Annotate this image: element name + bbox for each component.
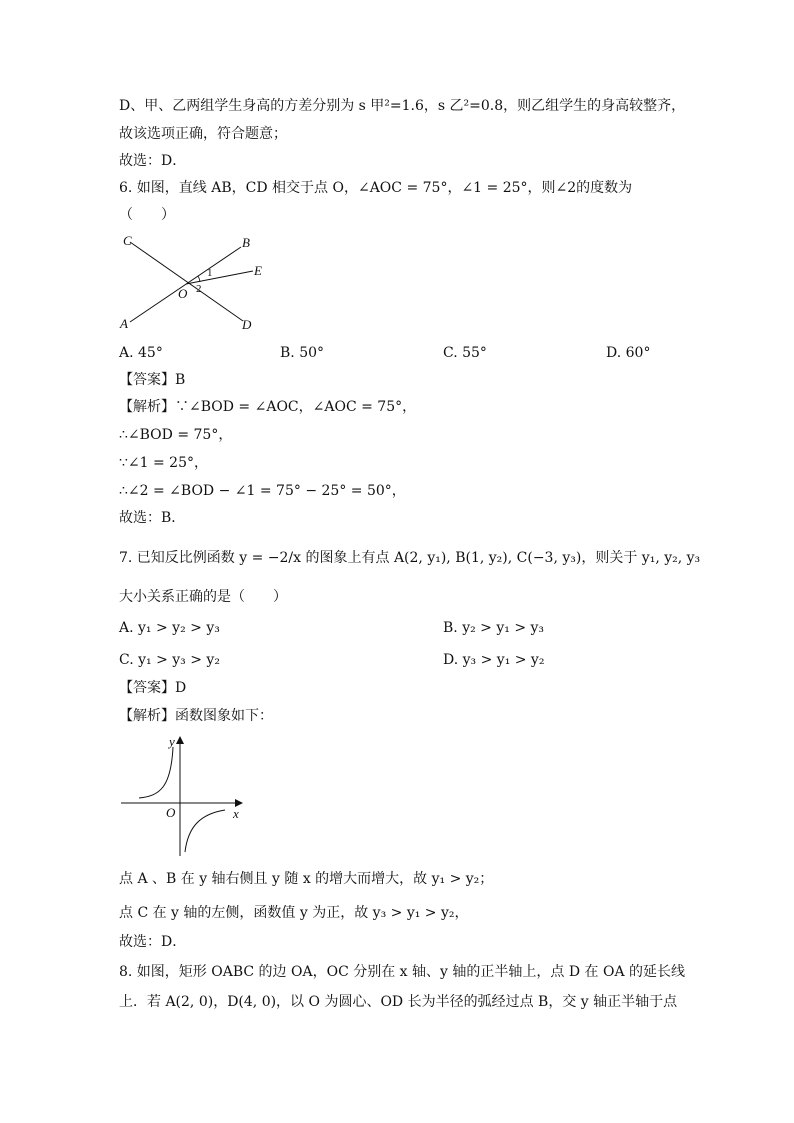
- hyperbola-left: [139, 747, 173, 798]
- line-2: 故该选项正确，符合题意；: [119, 126, 287, 142]
- q7-option-a: A. y₁ > y₂ > y₃: [119, 620, 220, 636]
- solution-7-a: 【解析】函数图象如下：: [119, 708, 273, 724]
- label-c: C: [123, 233, 132, 248]
- label-e: E: [254, 263, 262, 278]
- q6-option-c: C. 55°: [443, 345, 487, 361]
- figure-7: [118, 732, 248, 858]
- line-1: D、甲、乙两组学生身高的方差分别为 s 甲²=1.6，s 乙²=0.8，则乙组学生的身高较整齐，: [119, 98, 686, 114]
- question-7-b: 大小关系正确的是（ ）: [119, 589, 287, 605]
- question-7-a: 7. 已知反比例函数 y = −2/x 的图象上有点 A(2, y₁), B(1, y₂), C(−3, y₃)，则关于 y₁, y₂, y₃: [119, 550, 701, 566]
- line-3: 故选：D．: [119, 153, 187, 169]
- question-8-a: 8. 如图，矩形 OABC 的边 OA，OC 分别在 x 轴、y 轴的正半轴上，点 D 在 OA 的延长线: [119, 964, 686, 980]
- hyperbola-right: [185, 810, 225, 852]
- question-8-b: 上．若 A(2, 0)，D(4, 0)，以 O 为圆心、OD 长为半径的弧经过点 B，交 y 轴正半轴于点: [119, 994, 678, 1010]
- figure-6: [118, 230, 268, 332]
- q6-option-b: B. 50°: [280, 345, 325, 361]
- q7-option-b: B. y₂ > y₁ > y₃: [443, 620, 545, 636]
- origin-label: O: [166, 805, 176, 820]
- question-6-bracket: （ ）: [119, 207, 175, 223]
- solution-6-d: ∴∠2 = ∠BOD − ∠1 = 75° − 25° = 50°，: [119, 483, 406, 499]
- answer-6: 【答案】B: [119, 372, 186, 388]
- label-a: A: [120, 316, 128, 331]
- label-o: O: [178, 286, 188, 301]
- solution-6-a: 【解析】∵∠BOD = ∠AOC，∠AOC = 75°，: [119, 399, 417, 415]
- q6-option-d: D. 60°: [606, 345, 651, 361]
- question-6: 6. 如图，直线 AB，CD 相交于点 O，∠AOC = 75°，∠1 = 25°，则∠2的度数为: [119, 180, 633, 196]
- axis-label-y: y: [169, 734, 175, 749]
- solution-7-d: 故选：D．: [119, 934, 187, 950]
- answer-7: 【答案】D: [119, 680, 187, 696]
- solution-6-c: ∵∠1 = 25°，: [119, 455, 208, 471]
- solution-6-e: 故选：B．: [119, 510, 186, 526]
- line-ab: [130, 247, 241, 322]
- q7-option-c: C. y₁ > y₃ > y₂: [119, 652, 220, 668]
- solution-7-b: 点 A 、B 在 y 轴右侧且 y 随 x 的增大而增大，故 y₁ > y₂；: [119, 871, 494, 887]
- solution-7-c: 点 C 在 y 轴的左侧，函数值 y 为正，故 y₃ > y₁ > y₂，: [119, 905, 469, 921]
- q6-option-a: A. 45°: [119, 345, 163, 361]
- label-b: B: [242, 235, 250, 250]
- line-cd: [130, 242, 243, 321]
- solution-6-b: ∴∠BOD = 75°，: [119, 427, 233, 443]
- q7-option-d: D. y₃ > y₁ > y₂: [443, 652, 545, 668]
- label-d: D: [242, 317, 252, 332]
- axis-label-x: x: [233, 806, 239, 821]
- label-angle-2: 2: [196, 283, 202, 295]
- label-angle-1: 1: [207, 267, 213, 279]
